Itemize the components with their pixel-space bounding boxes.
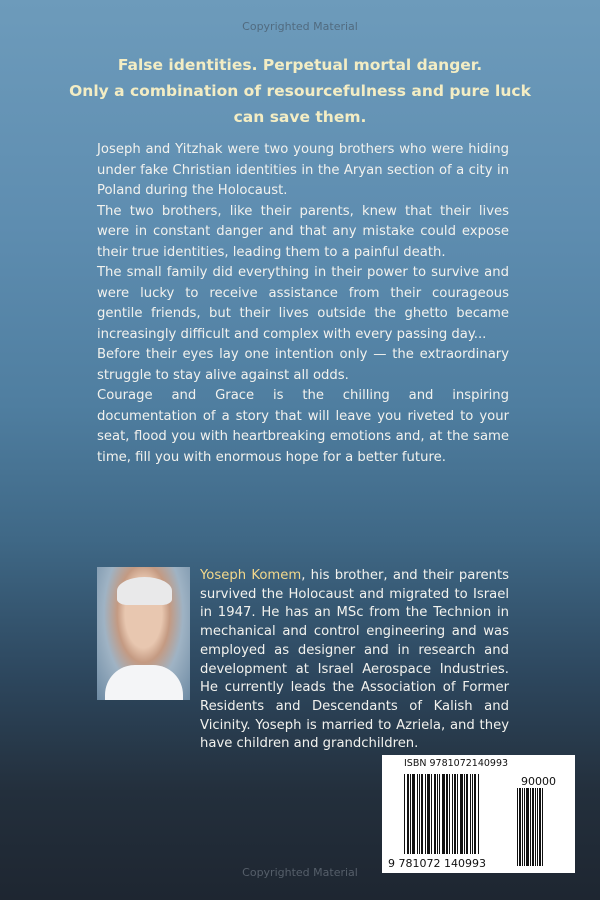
paragraph: The small family did everything in their power to survive and were lucky to receive assistance from their courageous gentile friends, but their lives outside the ghetto became increasingly difficult and complex with every passing day... xyxy=(97,265,509,342)
tagline xyxy=(0,52,600,130)
addon-bars xyxy=(517,788,567,866)
author-name: Yoseph Komem xyxy=(200,568,302,583)
tagline-line: False identities. Perpetual mortal danger. xyxy=(117,56,483,74)
synopsis xyxy=(97,140,509,468)
watermark-top: Copyrighted Material xyxy=(242,20,358,33)
paragraph: Before their eyes lay one intention only — the extraordinary struggle to stay alive against all odds. xyxy=(97,347,509,383)
isbn-label: ISBN 9781072140993 xyxy=(404,758,509,769)
paragraph: Joseph and Yitzhak were two young brothers who were hiding under fake Christian identities in the Aryan section of a city in Poland during the Holocaust. xyxy=(97,142,509,198)
paragraph: The two brothers, like their parents, knew that their lives were in constant danger and that any mistake could expose their true identities, leading them to a painful death. xyxy=(97,203,509,260)
bio-text: , his brother, and their parents survived the Holocaust and migrated to Israel in 1947. He has an MSc from the Technion in mechanical and control engineering and was employed as designer and in research and development at Israel Aerospace Industries. He currently leads the Association of Former Residents and Descendants of Kalish and Vicinity. Yoseph is married to Azriela, and they have children and grandchildren. xyxy=(200,568,509,752)
tagline-line: Only a combination of resourcefulness and pure luck xyxy=(69,82,531,100)
barcode-digits: 9 781072 140993 xyxy=(388,857,486,870)
isbn-barcode xyxy=(382,755,575,873)
author-bio xyxy=(200,567,509,754)
addon-code: 90000 xyxy=(521,775,556,788)
author-photo xyxy=(97,567,190,700)
tagline-line: can save them. xyxy=(233,108,367,126)
barcode-bars xyxy=(404,774,509,854)
paragraph: Courage and Grace is the chilling and inspiring documentation of a story that will leave you riveted to your seat, flood you with heartbreaking emotions and, at the same time, fill you with enormous hope for a better future. xyxy=(97,388,509,465)
watermark-bottom: Copyrighted Material xyxy=(242,866,358,879)
